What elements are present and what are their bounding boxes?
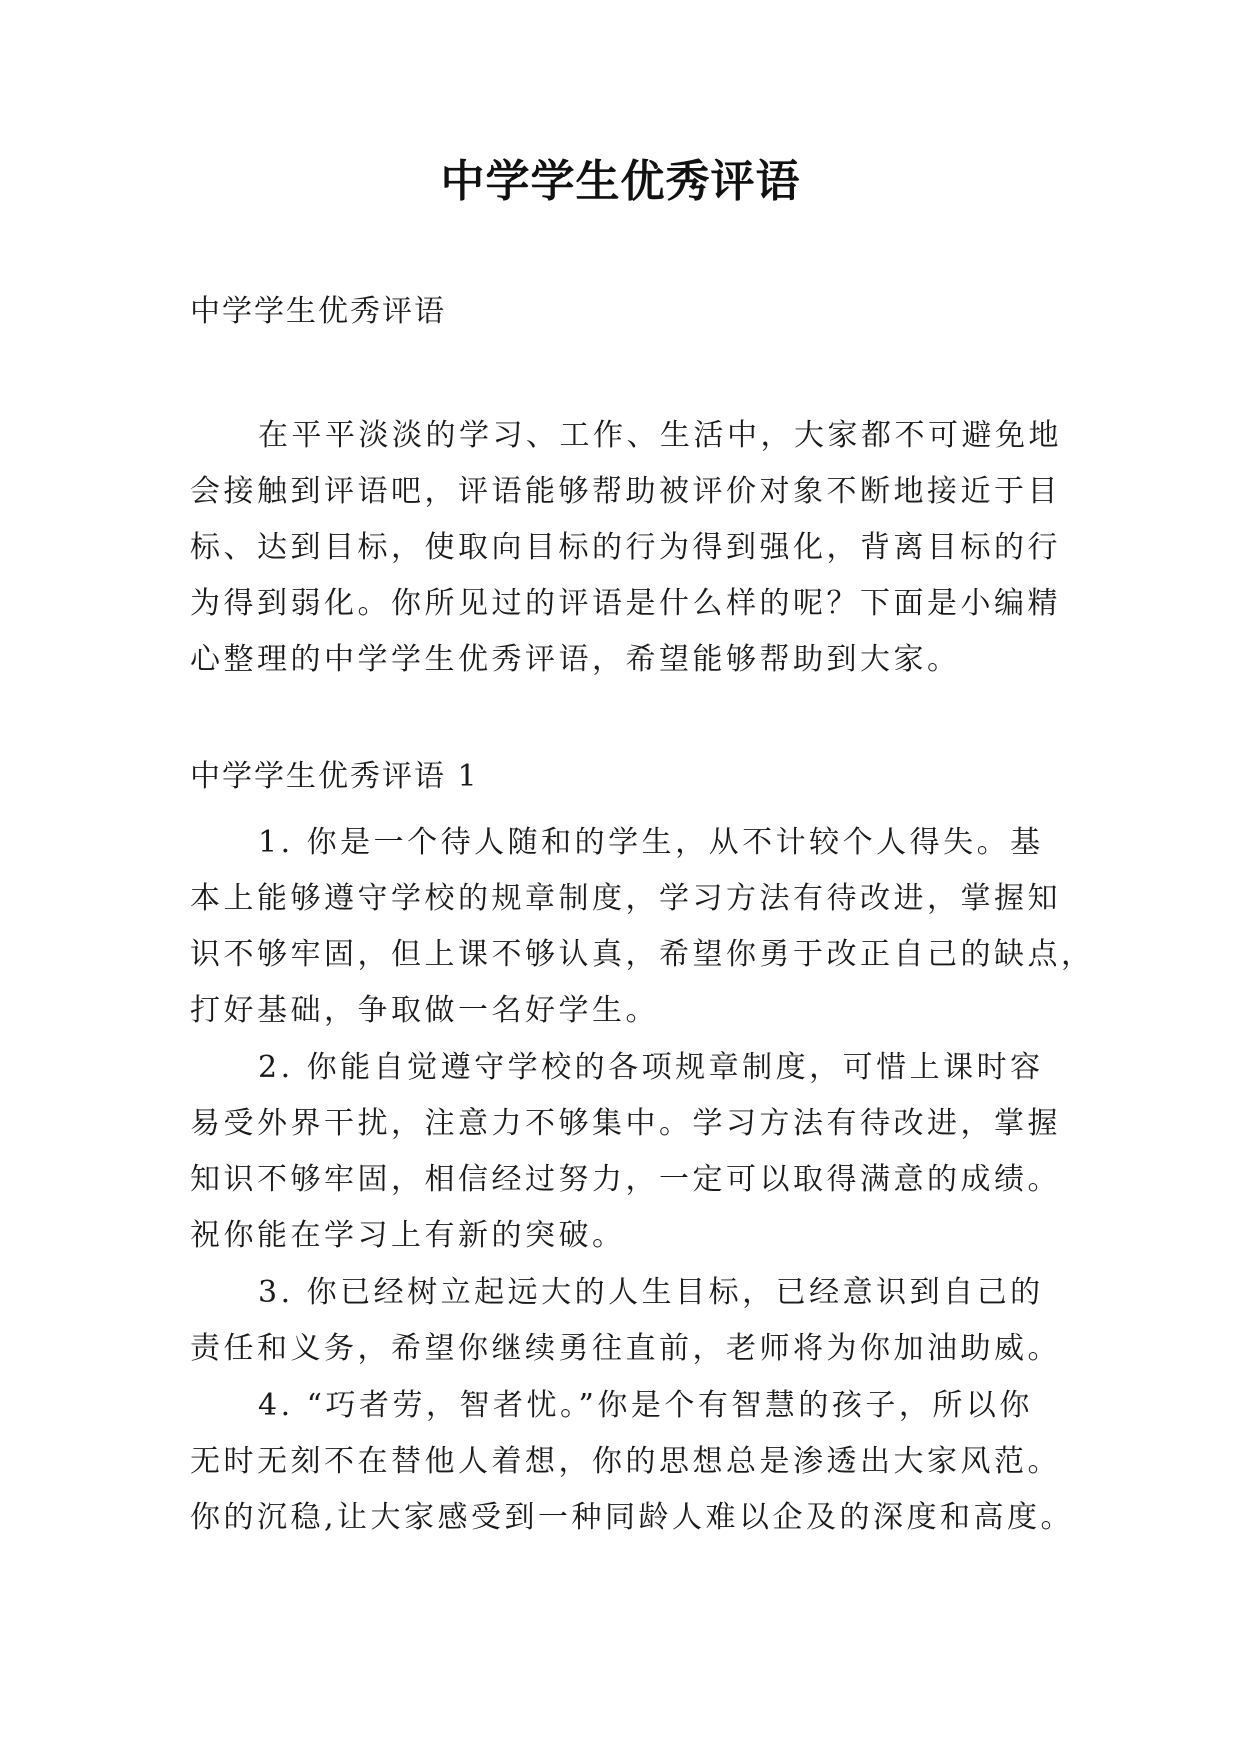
paragraph-line: 本上能够遵守学校的规章制度，学习方法有待改进，掌握知 xyxy=(190,881,1061,916)
paragraph-line: 在平平淡淡的学习、工作、生活中，大家都不可避免地 xyxy=(258,418,1062,453)
comment-item-2 xyxy=(190,1040,1061,1264)
paragraph-line: 祝你能在学习上有新的突破。 xyxy=(190,1218,626,1253)
paragraph-line: 标、达到目标，使取向目标的行为得到强化，背离目标的行 xyxy=(190,530,1061,565)
paragraph-line: 1. 你是一个待人随和的学生，从不计较个人得失。基 xyxy=(258,825,1044,860)
paragraph-line: 打好基础，争取做一名好学生。 xyxy=(190,993,659,1028)
paragraph-line: 责任和义务，希望你继续勇往直前，老师将为你加油助威。 xyxy=(190,1331,1061,1366)
paragraph-line: 3. 你已经树立起远大的人生目标，已经意识到自己的 xyxy=(258,1275,1044,1310)
document-subtitle: 中学学生优秀评语 xyxy=(190,294,446,329)
paragraph-line: 2. 你能自觉遵守学校的各项规章制度，可惜上课时容 xyxy=(258,1050,1044,1085)
paragraph-line: 易受外界干扰，注意力不够集中。学习方法有待改进，掌握 xyxy=(190,1106,1061,1141)
section-heading: 中学学生优秀评语 1 xyxy=(190,759,479,794)
document-title: 中学学生优秀评语 xyxy=(440,156,801,207)
paragraph-line: 识不够牢固，但上课不够认真，希望你勇于改正自己的缺点， xyxy=(190,937,1095,972)
intro-paragraph xyxy=(190,408,1062,688)
paragraph-line: 会接触到评语吧，评语能够帮助被评价对象不断地接近于目 xyxy=(190,474,1061,509)
comment-item-1 xyxy=(190,815,1095,1039)
paragraph-line: 你的沉稳,让大家感受到一种同龄人难以企及的深度和高度。 xyxy=(190,1500,1075,1535)
paragraph-line: 4. “巧者劳，智者忧。”你是个有智慧的孩子，所以你 xyxy=(258,1388,1033,1423)
comment-item-3 xyxy=(190,1265,1061,1377)
paragraph-line: 心整理的中学学生优秀评语，希望能够帮助到大家。 xyxy=(190,642,961,677)
paragraph-line: 无时无刻不在替他人着想，你的思想总是渗透出大家风范。 xyxy=(190,1444,1061,1479)
paragraph-line: 知识不够牢固，相信经过努力，一定可以取得满意的成绩。 xyxy=(190,1162,1061,1197)
paragraph-line: 为得到弱化。你所见过的评语是什么样的呢？下面是小编精 xyxy=(190,586,1061,621)
comment-item-4 xyxy=(190,1378,1075,1546)
